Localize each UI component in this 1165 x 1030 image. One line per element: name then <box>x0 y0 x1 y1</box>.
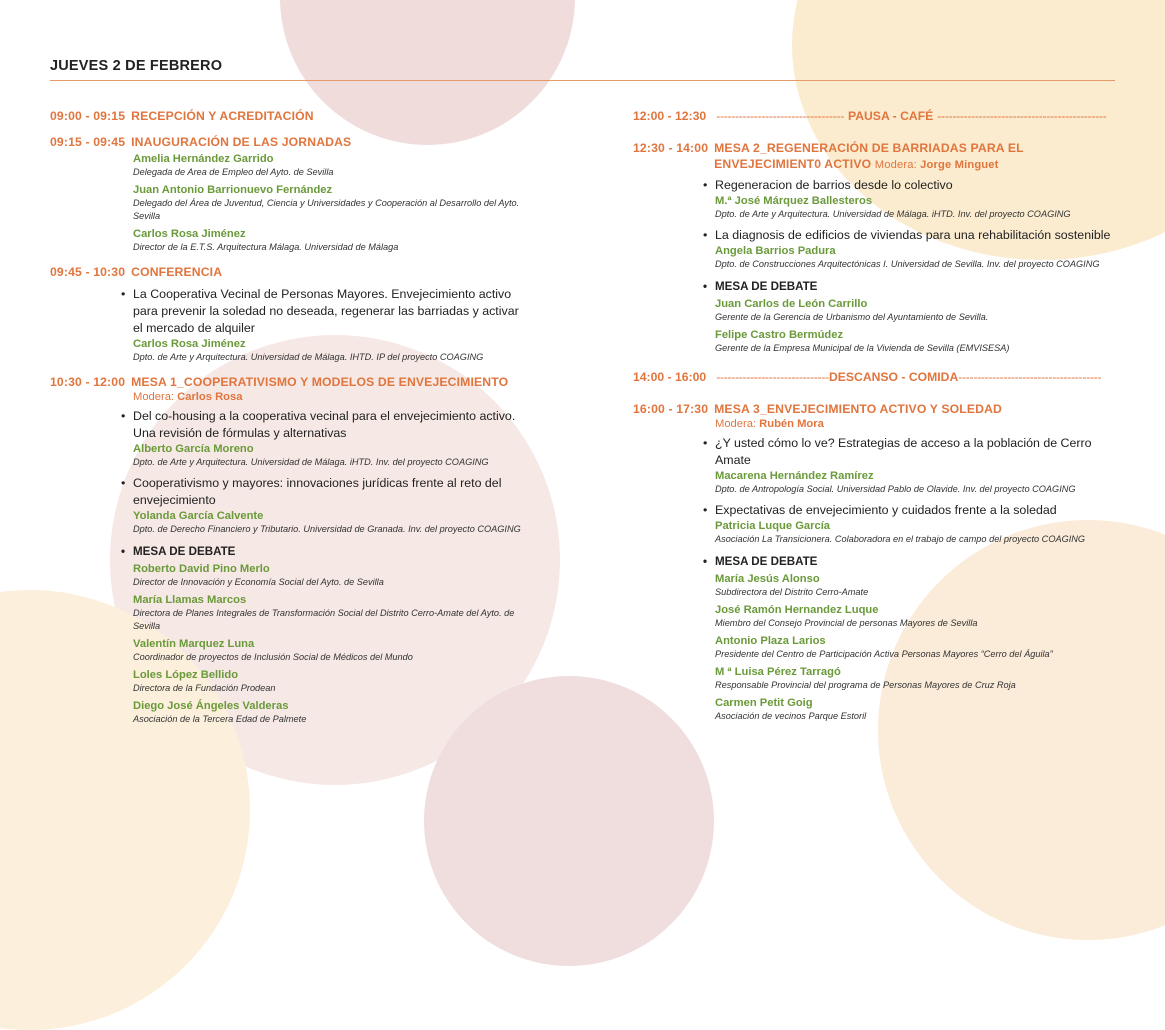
session-title: MESA 2_REGENERACIÓN DE BARRIADAS PARA EL ENVEJECIMIENT0 ACTIVO <box>714 141 1024 171</box>
panelist-role: Directora de Planes Integrales de Transformación Social del Distrito Cerro-Amate del Ayto. de Sevilla <box>133 608 515 631</box>
speaker <box>715 469 1117 496</box>
panelist <box>715 603 1117 630</box>
panelist <box>715 297 1117 324</box>
speaker-name: Carlos Rosa Jiménez <box>133 338 246 350</box>
speaker-role: Director de la E.T.S. Arquitectura Málaga. Universidad de Málaga <box>133 242 399 252</box>
panelist-role: Director de Innovación y Economía Social del Ayto. de Sevilla <box>133 577 384 587</box>
panelist-name: Antonio Plaza Larios <box>715 635 826 647</box>
panelist-name: Valentín Marquez Luna <box>133 638 255 650</box>
speaker <box>715 244 1117 271</box>
session-mesa-2 <box>633 140 1117 355</box>
bullet: • <box>121 545 126 558</box>
session-time: 09:45 - 10:30 <box>50 265 126 279</box>
moderator-name: Rubén Mora <box>759 418 824 430</box>
dash-separator: --------------------------------------------- <box>937 109 1107 123</box>
speaker <box>133 337 530 364</box>
speaker-role: Dpto. de Arte y Arquitectura. Universidad de Málaga. IHTD. IP del proyecto COAGING <box>133 352 484 362</box>
speaker-name: Macarena Hernández Ramírez <box>715 470 874 482</box>
moderator-name: Carlos Rosa <box>177 391 243 403</box>
session-time: 14:00 - 16:00 <box>633 370 707 384</box>
panelist <box>715 572 1117 599</box>
speaker-role: Dpto. de Arte y Arquitectura. Universidad de Málaga. iHTD. Inv. del proyecto COAGING <box>715 209 1071 219</box>
right-column <box>633 108 1117 733</box>
session-time: 12:00 - 12:30 <box>633 109 707 123</box>
panelist-name: Roberto David Pino Merlo <box>133 563 270 575</box>
debate-heading: • MESA DE DEBATE <box>121 545 236 558</box>
panelist <box>133 668 530 695</box>
talk-title: • Expectativas de envejecimiento y cuidados frente a la soledad <box>703 503 1057 517</box>
speaker <box>133 183 530 223</box>
session-mesa-1 <box>50 374 530 726</box>
talk-title: • La Cooperativa Vecinal de Personas Mayores. Envejecimiento activo para prevenir la soledad no deseada, regenerar las barriadas y activar el mercado de alquiler <box>121 287 519 335</box>
speaker-role: Dpto. de Construcciones Arquitectónicas I. Universidad de Sevilla. Inv. del proyecto COAGING <box>715 259 1100 269</box>
left-column <box>50 108 530 736</box>
bullet: • <box>121 409 126 423</box>
session-title: DESCANSO - COMIDA <box>828 370 959 384</box>
dash-separator: -------------------------------------- <box>958 370 1102 384</box>
speaker-name: Juan Antonio Barrionuevo Fernández <box>133 184 333 196</box>
panelist-name: María Llamas Marcos <box>133 594 247 606</box>
moderator: Modera: Jorge Minguet <box>874 159 999 171</box>
session-time: 09:15 - 09:45 <box>50 135 126 149</box>
dash-separator: ---------------------------------- <box>716 109 844 123</box>
panelist <box>133 699 530 726</box>
bullet: • <box>703 178 708 192</box>
talk-title: • ¿Y usted cómo lo ve? Estrategias de acceso a la población de Cerro Amate <box>703 436 1092 467</box>
speaker <box>715 519 1117 546</box>
debate-heading: • MESA DE DEBATE <box>703 555 818 568</box>
speaker-name: Alberto García Moreno <box>133 443 254 455</box>
speaker-name: Patricia Luque García <box>715 520 831 532</box>
speaker-role: Dpto. de Antropología Social. Universidad Pablo de Olavide. Inv. del proyecto COAGING <box>715 484 1076 494</box>
session-time: 12:30 - 14:00 <box>633 141 709 155</box>
speaker-name: Carlos Rosa Jiménez <box>133 228 246 240</box>
speaker-role: Asociación La Transicionera. Colaboradora en el trabajo de campo del proyecto COAGING <box>715 534 1086 544</box>
panelist-name: Loles López Bellido <box>133 669 239 681</box>
panelist-role: Responsable Provincial del programa de Personas Mayores de Cruz Roja <box>715 680 1016 690</box>
speaker-name: M.ª José Márquez Ballesteros <box>715 195 873 207</box>
panelist <box>715 328 1117 355</box>
session-title: INAUGURACIÓN DE LAS JORNADAS <box>131 135 352 149</box>
panelist-role: Presidente del Centro de Participación Activa Personas Mayores “Cerro del Águila” <box>715 649 1053 659</box>
panelist-role: Subdirectora del Distrito Cerro-Amate <box>715 587 869 597</box>
panelist-name: Juan Carlos de León Carrillo <box>715 298 868 310</box>
panelist-role: Directora de la Fundación Prodean <box>133 683 276 693</box>
title-divider <box>50 80 1115 81</box>
panelist-role: Miembro del Consejo Provincial de personas Mayores de Sevilla <box>715 618 978 628</box>
speaker-role: Dpto. de Arte y Arquitectura. Universidad de Málaga. iHTD. Inv. del proyecto COAGING <box>133 457 489 467</box>
panelist-name: Carmen Petit Goig <box>715 697 813 709</box>
talk-title: • Cooperativismo y mayores: innovaciones jurídicas frente al reto del envejecimiento <box>121 476 502 507</box>
dash-separator: ------------------------------ <box>716 370 829 384</box>
speaker-role: Delegado del Área de Juventud, Ciencia y Universidades y Cooperación al Desarrollo del Ayto. Sevilla <box>133 198 520 221</box>
bullet: • <box>703 280 708 293</box>
panelist <box>715 665 1117 692</box>
panelist-name: Felipe Castro Bermúdez <box>715 329 844 341</box>
talk-title: • Regeneracion de barrios desde lo colectivo <box>703 178 953 192</box>
session-title: RECEPCIÓN Y ACREDITACIÓN <box>131 109 314 123</box>
session-mesa-3 <box>633 401 1117 723</box>
speaker-role: Delegada de Area de Empleo del Ayto. de Sevilla <box>133 167 334 177</box>
session-title: PAUSA - CAFÉ <box>847 109 934 123</box>
session-reception <box>50 108 530 124</box>
panelist-name: María Jesús Alonso <box>715 573 820 585</box>
talk-title: • La diagnosis de edificios de viviendas para una rehabilitación sostenible <box>703 228 1111 242</box>
speaker <box>133 227 530 254</box>
moderator-name: Jorge Minguet <box>920 159 999 171</box>
panelist <box>133 637 530 664</box>
session-inauguration <box>50 134 530 254</box>
debate-heading: • MESA DE DEBATE <box>703 280 818 293</box>
speaker-name: Amelia Hernández Garrido <box>133 153 274 165</box>
panelist <box>133 562 530 589</box>
day-title: JUEVES 2 DE FEBRERO <box>50 58 223 74</box>
panelist <box>715 696 1117 723</box>
panelist <box>715 634 1117 661</box>
speaker <box>715 194 1117 221</box>
moderator: Modera: Carlos Rosa <box>133 391 243 403</box>
panelist-role: Asociación de vecinos Parque Estoril <box>715 711 867 721</box>
session-title: MESA 3_ENVEJECIMIENTO ACTIVO Y SOLEDAD <box>714 402 1003 416</box>
session-time: 09:00 - 09:15 <box>50 109 126 123</box>
bullet: • <box>703 436 708 450</box>
bullet: • <box>121 476 126 490</box>
session-time: 16:00 - 17:30 <box>633 402 709 416</box>
panelist-role: Coordinador de proyectos de Inclusión Social de Médicos del Mundo <box>133 652 413 662</box>
speaker-role: Dpto. de Derecho Financiero y Tributario. Universidad de Granada. Inv. del proyecto COAGING <box>133 524 521 534</box>
session-conference <box>50 264 530 364</box>
panelist-role: Gerente de la Gerencia de Urbanismo del Ayuntamiento de Sevilla. <box>715 312 989 322</box>
panelist <box>133 593 530 633</box>
bullet: • <box>703 555 708 568</box>
moderator: Modera: Rubén Mora <box>715 418 824 430</box>
speaker <box>133 509 530 536</box>
session-title: CONFERENCIA <box>131 265 223 279</box>
session-time: 10:30 - 12:00 <box>50 375 126 389</box>
bullet: • <box>703 503 708 517</box>
panelist-role: Gerente de la Empresa Municipal de la Vivienda de Sevilla (EMVISESA) <box>715 343 1010 353</box>
panelist-name: José Ramón Hernandez Luque <box>715 604 879 616</box>
session-pause <box>633 108 1117 124</box>
talk-title: • Del co-housing a la cooperativa vecinal para el envejecimiento activo. Una revisión de fórmulas y alternativas <box>121 409 516 440</box>
speaker <box>133 152 530 179</box>
panelist-name: M ª Luisa Pérez Tarragó <box>715 666 841 678</box>
session-lunch <box>633 369 1117 385</box>
panelist-role: Asociación de la Tercera Edad de Palmete <box>133 714 307 724</box>
session-title: MESA 1_COOPERATIVISMO Y MODELOS DE ENVEJECIMIENTO <box>131 375 509 389</box>
bullet: • <box>121 287 126 301</box>
panelist-name: Diego José Ángeles Valderas <box>133 700 289 712</box>
speaker <box>133 442 530 469</box>
speaker-name: Angela Barrios Padura <box>715 245 836 257</box>
speaker-name: Yolanda García Calvente <box>133 510 264 522</box>
bullet: • <box>703 228 708 242</box>
